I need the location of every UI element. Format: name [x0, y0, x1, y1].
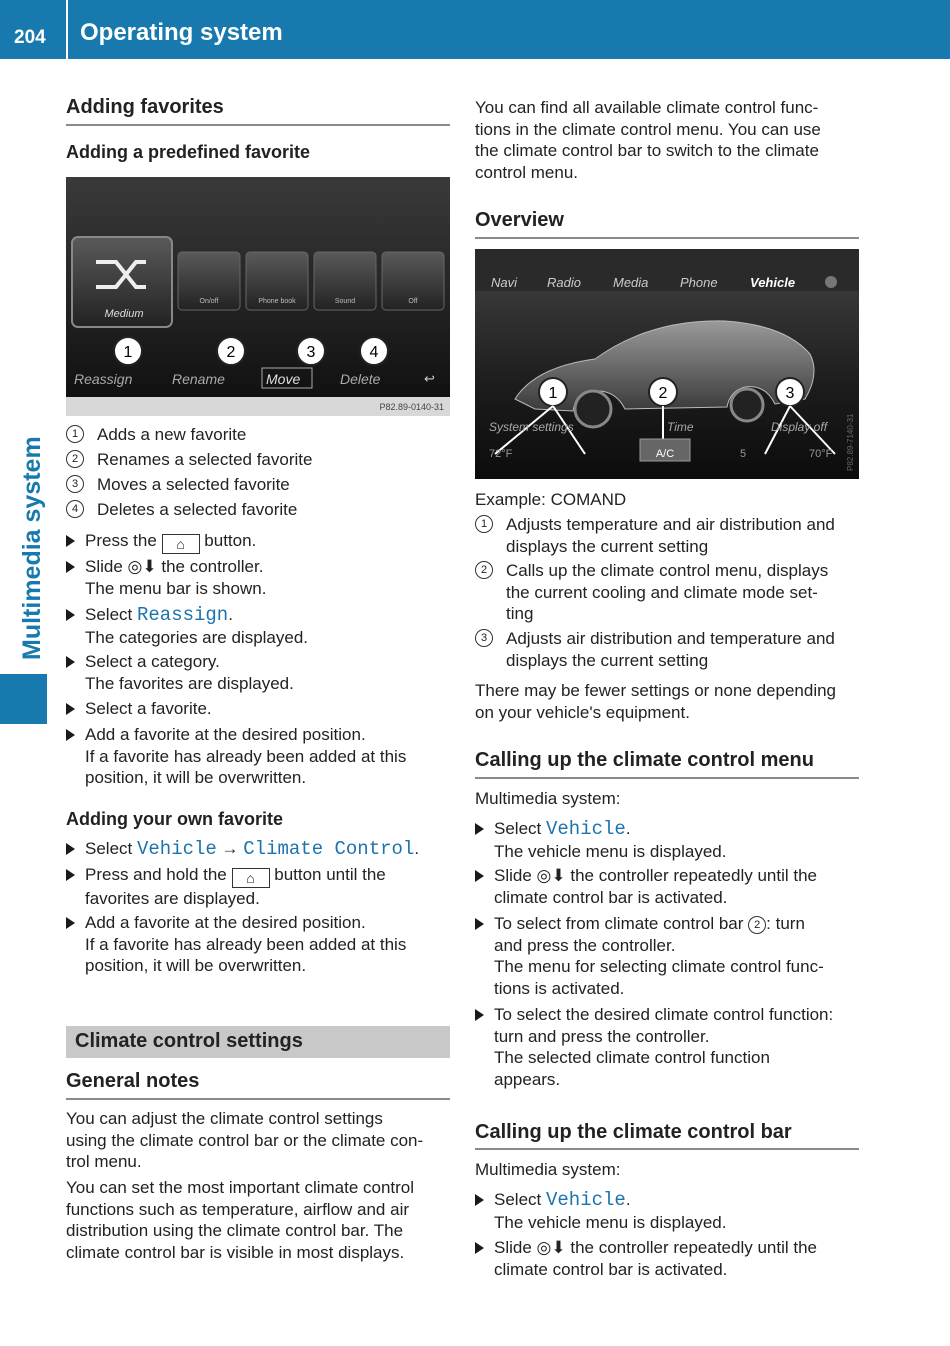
legend-item: 3 Moves a selected favorite [66, 474, 290, 496]
step-item: Press and hold the ⌂ button until the favorites are displayed. [66, 864, 386, 910]
svg-text:3: 3 [306, 344, 316, 361]
step-item: Select Vehicle → Climate Control. [66, 838, 419, 861]
controller-slide-icon: ◎⬇ [536, 866, 566, 885]
side-tab-label: Multimedia system [18, 436, 46, 660]
callout-1 [539, 378, 567, 406]
bar-display-off: Display off [771, 420, 828, 434]
section-heading-adding-favorites: Adding favorites [66, 96, 224, 118]
temp-right: 70°F [809, 448, 833, 460]
svg-text:3: 3 [785, 385, 795, 402]
page-title: Operating system [80, 19, 283, 46]
legend-item: 1 Adjusts temperature and air distribution and displays the current setting [475, 514, 835, 557]
svg-text:1: 1 [548, 385, 558, 402]
step-item: To select the desired climate control function: turn and press the controller. The selected climate control function appears. [475, 1004, 833, 1090]
tab-navi: Navi [491, 275, 518, 290]
menu-reassign: Reassign [74, 371, 133, 387]
step-item: Press the ⌂ button. [66, 530, 256, 554]
svg-text:2: 2 [226, 344, 236, 361]
tab-media: Media [613, 275, 649, 290]
subheading-own-favorite: Adding your own favorite [66, 809, 284, 829]
tile-label-onoff: On/off [199, 298, 219, 305]
step-item: Slide ◎⬇ the controller repeatedly until the climate control bar is activated. [475, 865, 817, 908]
step-item: Select a favorite. [66, 698, 212, 720]
paragraph: You can find all available climate control func- tions in the climate control menu. You can use the climate control bar to switch to the climate control menu. [475, 98, 821, 182]
step-item: Select Reassign. The categories are displayed. [66, 604, 308, 648]
section-heading-overview: Overview [475, 209, 564, 231]
figure-code: P82.89-7140-31 [846, 413, 855, 471]
controller-slide-icon: ◎⬇ [127, 557, 157, 576]
section-heading-climate-menu: Calling up the climate control menu [475, 749, 814, 771]
comand-screen-image [475, 249, 859, 479]
page-number: 204 [14, 27, 46, 48]
callout-3 [776, 378, 804, 406]
step-item: Add a favorite at the desired position. If a favorite has already been added at this position, it will be overwritten. [66, 912, 406, 977]
heading-rule [66, 124, 450, 126]
ac-label: A/C [655, 448, 675, 460]
callout-2 [217, 337, 245, 365]
favorites-screen-svg [66, 177, 450, 416]
step-item: Slide ◎⬇ the controller. The menu bar is shown. [66, 556, 266, 599]
tab-vehicle: Vehicle [750, 275, 796, 290]
paragraph: There may be fewer settings or none depending on your vehicle's equipment. [475, 681, 837, 722]
favorites-screen-image [66, 177, 450, 416]
callout-3 [297, 337, 325, 365]
section-banner: Climate control settings [66, 1026, 450, 1058]
paragraph: Multimedia system: [475, 1160, 621, 1179]
paragraph: Multimedia system: [475, 789, 621, 808]
section-heading-general-notes: General notes [66, 1070, 200, 1092]
subheading-predefined: Adding a predefined favorite [66, 142, 311, 162]
home-icon: ⌂ [162, 534, 200, 554]
temp-left: 72°F [489, 448, 513, 460]
header-divider [66, 0, 68, 59]
step-item: Add a favorite at the desired position. If a favorite has already been added at this position, it will be overwritten. [66, 724, 406, 789]
tile-label-medium: Medium [104, 308, 144, 320]
section-heading-climate-bar: Calling up the climate control bar [475, 1121, 792, 1143]
callout-2-inline: 2 [748, 916, 766, 934]
tile-label-off: Off [408, 298, 418, 305]
tile-label-sound: Sound [334, 298, 356, 305]
menu-move: Move [266, 371, 301, 387]
step-item: Select a category. The favorites are displayed. [66, 651, 294, 694]
heading-rule [475, 1148, 859, 1150]
step-item: Slide ◎⬇ the controller repeatedly until the climate control bar is activated. [475, 1237, 817, 1280]
callout-1 [114, 337, 142, 365]
tile-label-phonebook: Phone book [258, 298, 296, 305]
settings-icon [825, 276, 837, 288]
legend-item: 2 Renames a selected favorite [66, 449, 312, 471]
svg-text:4: 4 [369, 344, 379, 361]
controller-slide-icon: ◎⬇ [536, 1238, 566, 1257]
fan-level: 5 [740, 448, 747, 460]
heading-rule [66, 1098, 450, 1100]
step-item: Select Vehicle. The vehicle menu is displayed. [475, 1189, 726, 1233]
heading-rule [475, 237, 859, 239]
home-icon: ⌂ [232, 868, 270, 888]
back-icon: ↩ [424, 372, 435, 387]
menu-delete: Delete [340, 371, 381, 387]
heading-rule [475, 777, 859, 779]
callout-4 [360, 337, 388, 365]
bar-time: Time [667, 420, 694, 434]
menu-rename: Rename [172, 371, 225, 387]
callout-2 [649, 378, 677, 406]
tab-radio: Radio [547, 275, 581, 290]
legend-item: 1 Adds a new favorite [66, 424, 246, 446]
comand-screen-svg [475, 249, 859, 479]
step-item: To select from climate control bar 2 : turn and press the controller. The menu for selecting climate control func- tions is activated. [475, 913, 824, 999]
legend-item: 3 Adjusts air distribution and temperature and displays the current setting [475, 628, 835, 671]
figure-caption: Example: COMAND [475, 490, 627, 509]
tab-phone: Phone [680, 275, 718, 290]
svg-text:1: 1 [123, 344, 133, 361]
legend-item: 2 Calls up the climate control menu, displays the current cooling and climate mode set- ting [475, 560, 828, 625]
step-item: Select Vehicle. The vehicle menu is displayed. [475, 818, 726, 862]
paragraph: You can adjust the climate control settings using the climate control bar or the climate con- trol menu. [66, 1109, 424, 1172]
paragraph: You can set the most important climate control functions such as temperature, airflow and air distribution using the climate control bar. The climate control bar is visible in most displays. [66, 1178, 415, 1262]
svg-text:2: 2 [658, 385, 668, 402]
figure-code: P82.89-0140-31 [379, 402, 444, 412]
bar-system-settings: System settings [489, 420, 574, 434]
legend-item: 4 Deletes a selected favorite [66, 499, 297, 521]
page-header [0, 0, 950, 59]
